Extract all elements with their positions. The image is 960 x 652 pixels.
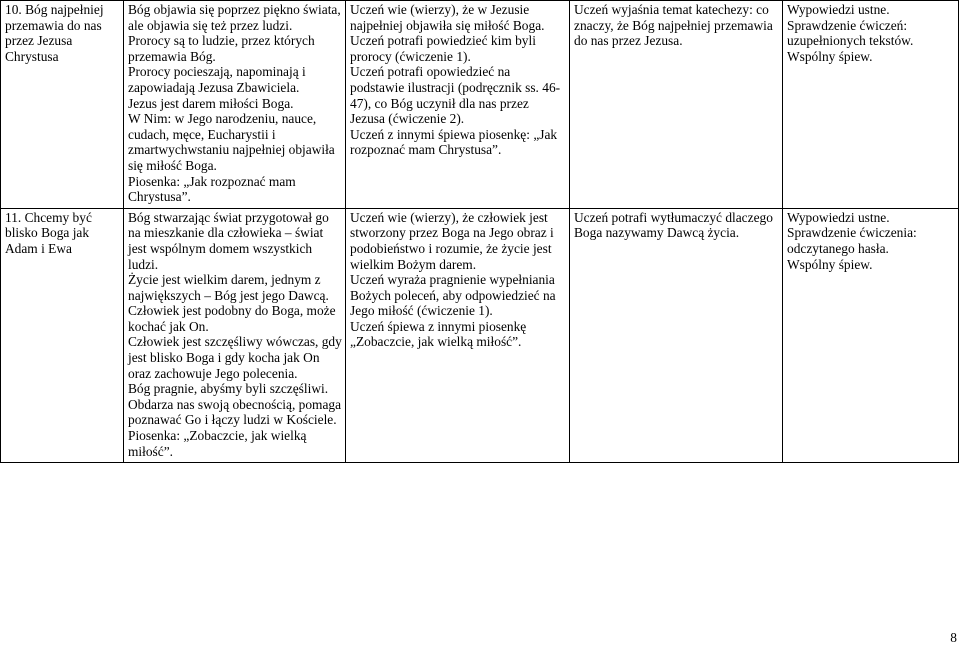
requirements-cell [346, 1, 570, 209]
topic-cell [1, 1, 124, 209]
content-line: Piosenka: „Zobaczcie, jak wielką miłość”. [128, 428, 307, 459]
content-line: Bóg objawia się poprzez piękno świata, ale objawia się też przez ludzi. [128, 2, 341, 33]
topic-cell [1, 208, 124, 463]
content-line: Prorocy pocieszają, napominają i zapowiadają Jezusa Zbawiciela. [128, 64, 306, 95]
expanded-line: Uczeń wyjaśnia temat katechezy: co znaczy, że Bóg najpełniej przemawia do nas przez Jezusa. [574, 2, 773, 49]
requirement-line: Uczeń potrafi powiedzieć kim byli prorocy (ćwiczenie 1). [350, 33, 536, 64]
content-cell [124, 208, 346, 463]
content-line: Jezus jest darem miłości Boga. [128, 95, 294, 111]
topic-text: 10. Bóg najpełniej przemawia do nas przez Jezusa Chrystusa [5, 2, 104, 64]
content-line: Piosenka: „Jak rozpoznać mam Chrystusa”. [128, 173, 296, 205]
requirement-line: Uczeń wie (wierzy), że człowiek jest stworzony przez Boga na Jego obraz i podobieństwo i rozumie, że życie jest wielkim Bożym darem. [350, 209, 554, 272]
page-number: 8 [950, 630, 957, 645]
content-line: Prorocy są to ludzie, przez których przemawia Bóg. [128, 33, 315, 64]
content-line: Bóg pragnie, abyśmy byli szczęśliwi. [128, 381, 329, 397]
evaluation-line: Sprawdzenie ćwiczeń: uzupełnionych tekstów. [787, 17, 914, 49]
content-line: W Nim: w Jego narodzeniu, nauce, cudach, męce, Eucharystii i zmartwychwstaniu najpełniej objawiła się miłość Boga. [128, 111, 335, 173]
evaluation-line: Wspólny śpiew. [787, 256, 873, 272]
requirements-cell [346, 208, 570, 463]
expanded-requirements-cell [570, 1, 783, 209]
evaluation-line: Wypowiedzi ustne. [787, 2, 890, 17]
table-row [1, 1, 959, 209]
requirement-line: Uczeń wie (wierzy), że w Jezusie najpełniej objawiła się miłość Boga. [350, 2, 545, 33]
content-line: Obdarza nas swoją obecnością, pomaga poznawać Go i łączy ludzi w Kościele. [128, 396, 342, 428]
expanded-requirements-cell [570, 208, 783, 463]
evaluation-cell [783, 1, 959, 209]
evaluation-line: Wypowiedzi ustne. [787, 209, 890, 225]
content-line: Bóg stwarzając świat przygotował go na mieszkanie dla człowieka – świat jest wspólnym domem wszystkich ludzi. [128, 209, 329, 272]
content-line: Człowiek jest szczęśliwy wówczas, gdy jest blisko Boga i gdy kocha jak On oraz zachowuje Jego polecenia. [128, 334, 342, 381]
content-line: Człowiek jest podobny do Boga, może kochać jak On. [128, 303, 336, 334]
evaluation-cell [783, 208, 959, 463]
requirement-line: Uczeń wyraża pragnienie wypełniania Bożych poleceń, aby odpowiedzieć na Jego miłość (ćwiczenie 1). [350, 272, 556, 319]
content-cell [124, 1, 346, 209]
evaluation-line: Wspólny śpiew. [787, 48, 873, 64]
topic-text: 11. Chcemy być blisko Boga jak Adam i Ewa [5, 209, 92, 256]
table-row [1, 208, 959, 463]
evaluation-line: Sprawdzenie ćwiczenia: odczytanego hasła. [787, 225, 917, 256]
content-line: Życie jest wielkim darem, jednym z największych – Bóg jest jego Dawcą. [128, 272, 329, 303]
requirement-line: Uczeń śpiewa z innymi piosenkę „Zobaczcie, jak wielką miłość”. [350, 318, 527, 350]
requirement-line: Uczeń potrafi opowiedzieć na podstawie ilustracji (podręcznik ss. 46-47), co Bóg uczynił dla nas przez Jezusa (ćwiczenie 2). [350, 64, 561, 127]
expanded-line: Uczeń potrafi wytłumaczyć dlaczego Boga nazywamy Dawcą życia. [574, 209, 773, 241]
requirement-line: Uczeń z innymi śpiewa piosenkę: „Jak rozpoznać mam Chrystusa”. [350, 126, 558, 158]
